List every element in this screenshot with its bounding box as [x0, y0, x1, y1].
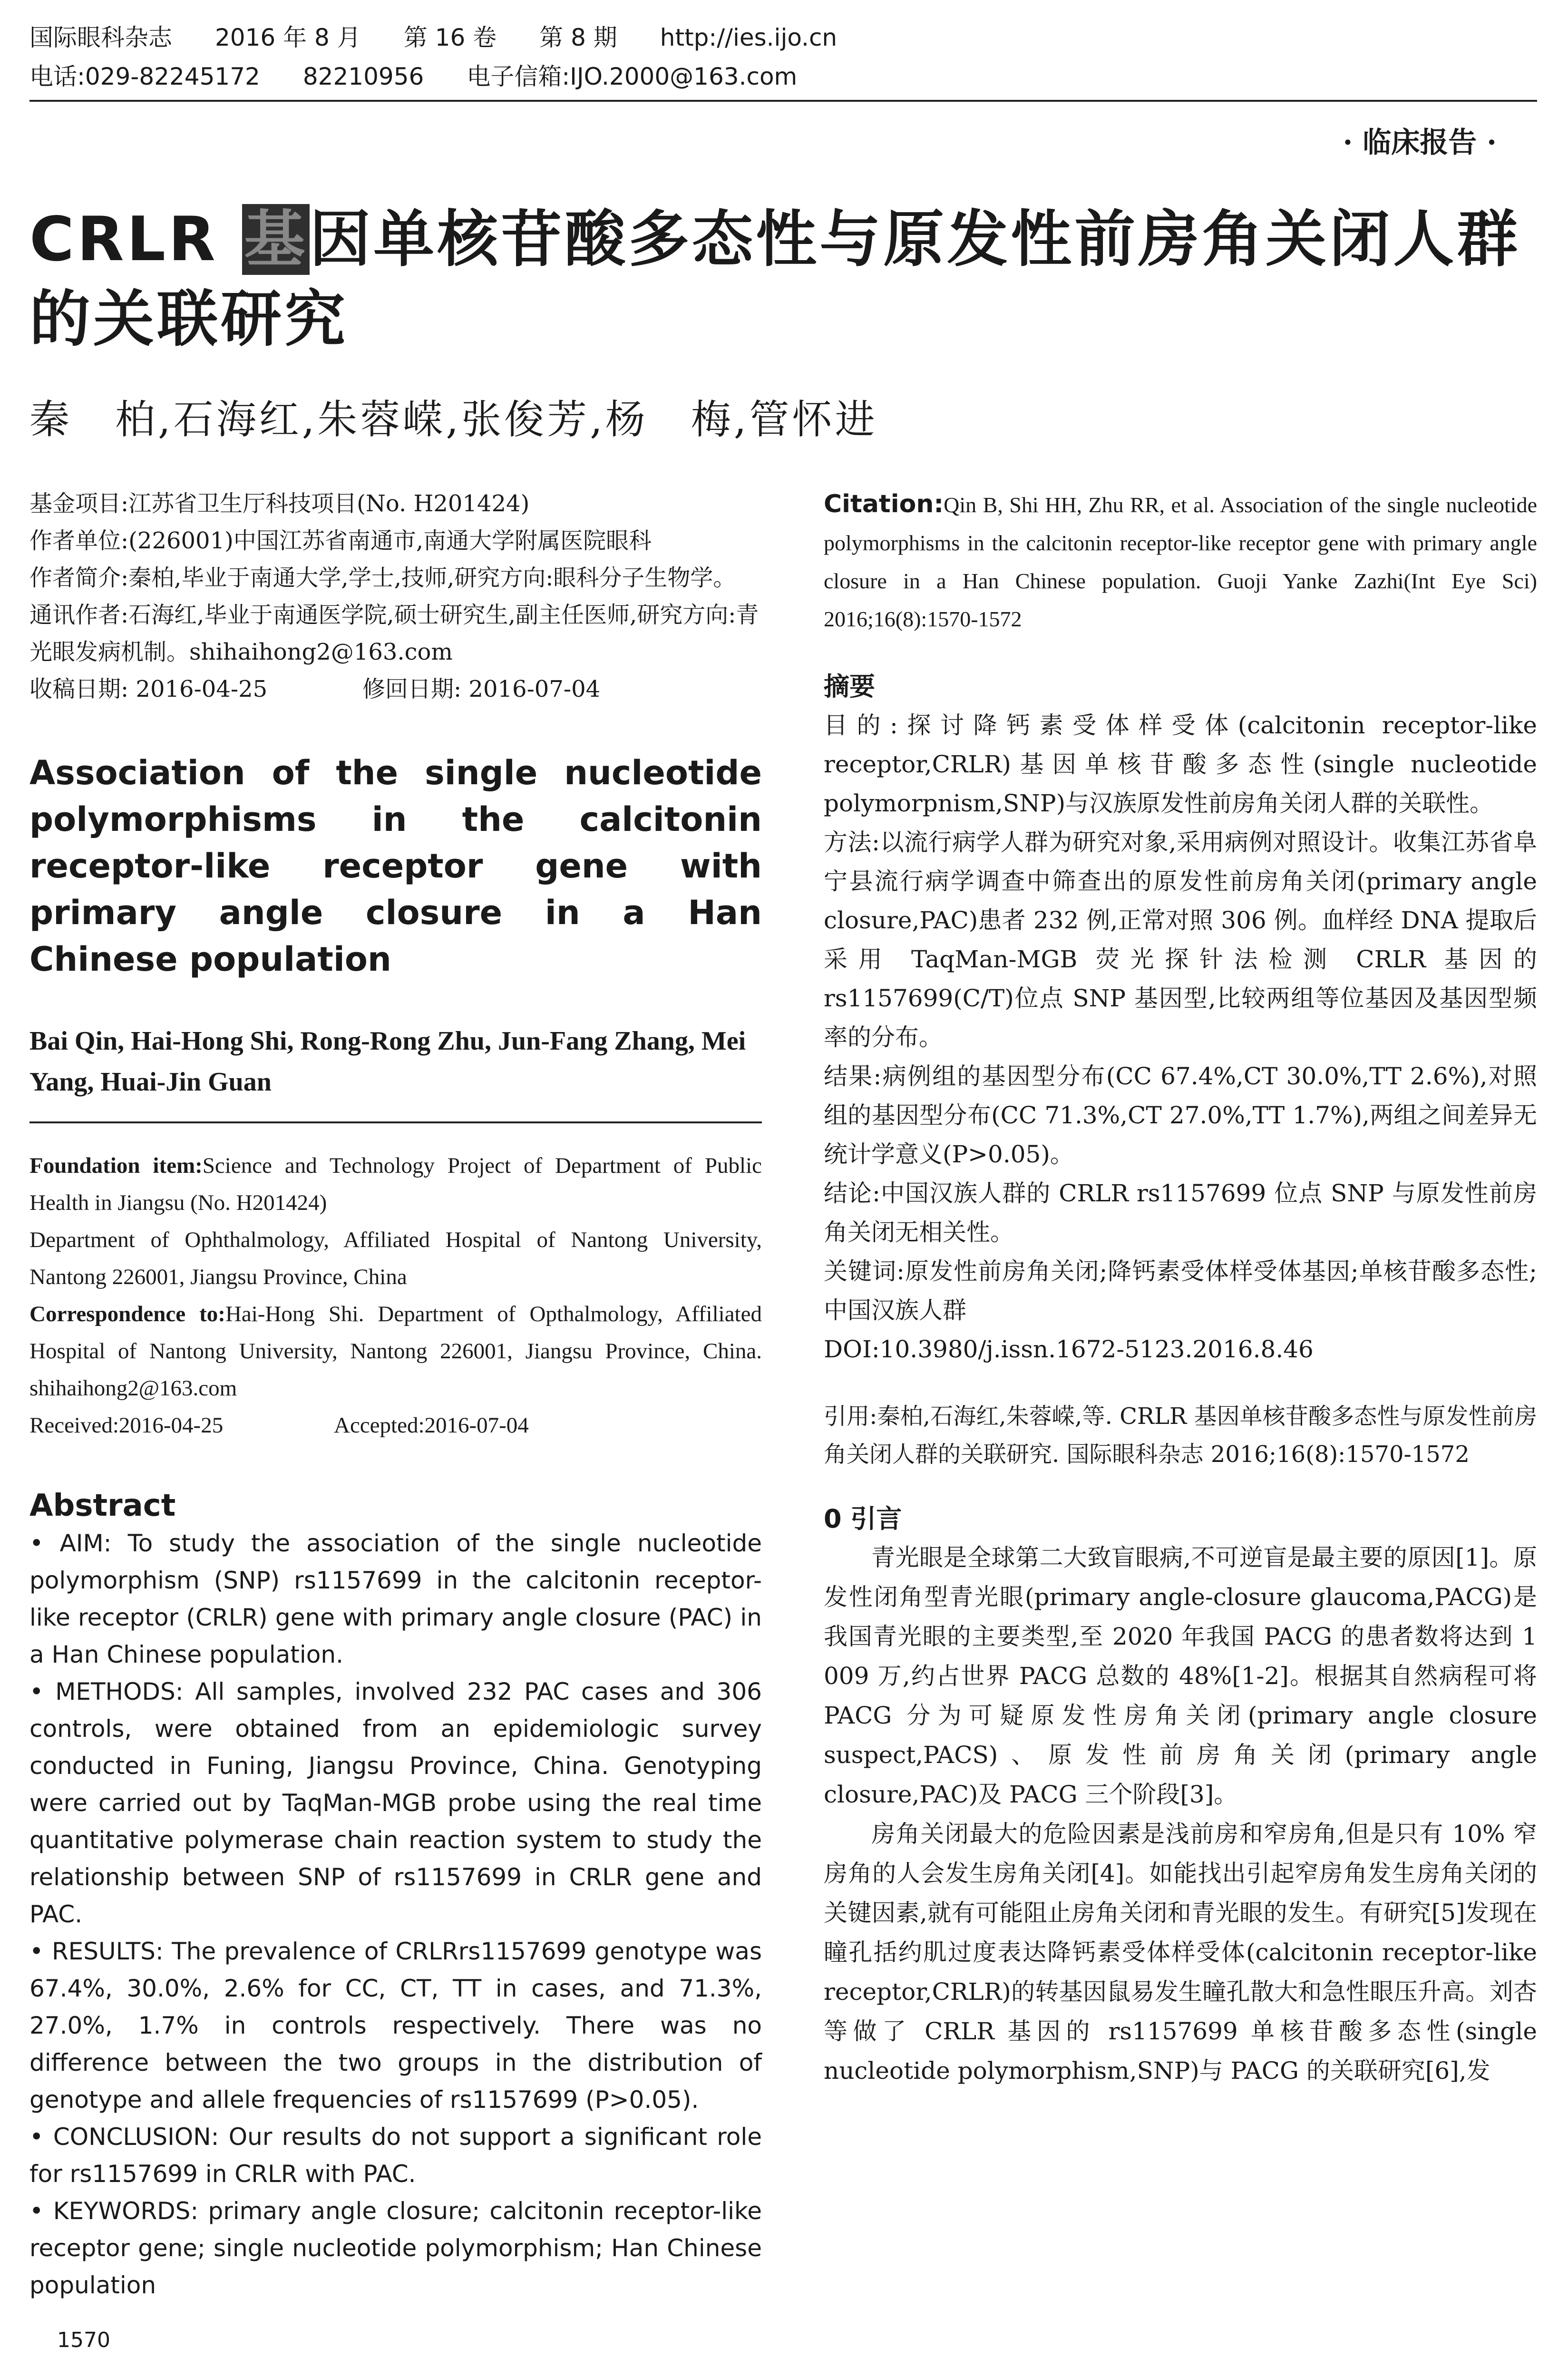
chinese-abstract-heading: 摘要 [824, 672, 875, 701]
correspondence-en-text: Hai-Hong Shi. Department of Opthalmology, Affiliated Hospital of Nantong University, Nantong 226001, Jiangsu Province, China. shihaihong2@163.com [29, 1302, 762, 1401]
authors-divider [29, 1121, 762, 1123]
affiliation-cn: 作者单位:(226001)中国江苏省南通市,南通大学附属医院眼科 [29, 527, 652, 554]
chinese-abstract [824, 706, 1537, 1369]
article-title [29, 200, 1551, 360]
page-number: 1570 [57, 2328, 110, 2352]
abstract-heading: Abstract [29, 1488, 176, 1523]
authors-chinese: 秦 柏,石海红,朱蓉嵘,张俊芳,杨 梅,管怀进 [29, 396, 878, 443]
citation-label: Citation: [824, 490, 944, 518]
doi[interactable]: DOI:10.3980/j.issn.1672-5123.2016.8.46 [824, 1335, 1314, 1363]
citation-chinese: 引用:秦柏,石海红,朱蓉嵘,等. CRLR 基因单核苷酸多态性与原发性前房角关闭人群的关联研究. 国际眼科杂志 2016;16(8):1570-1572 [824, 1403, 1537, 1468]
phone-secondary: 82210956 [302, 63, 424, 90]
phone: 电话:029-82245172 [29, 63, 260, 90]
citation-text: Qin B, Shi HH, Zhu RR, et al. Association of the single nucleotide polymorphisms in the calcitonin receptor-like receptor gene with primary angle closure in a Han Chinese population. Guoji Yanke Zazhi(Int Eye Sci) 2016;16(8):1570-1572 [824, 493, 1537, 631]
received-en: Received:2016-04-25 [29, 1413, 224, 1438]
issue-date: 2016 年 8 月 [215, 24, 361, 51]
abstract-english [29, 1525, 762, 2304]
zh-conclusion: 结论:中国汉族人群的 CRLR rs1157699 位点 SNP 与原发性前房角关闭无相关性。 [824, 1179, 1537, 1246]
header-divider [29, 100, 1537, 102]
intro-paragraph-1: 青光眼是全球第二大致盲眼病,不可逆盲是最主要的原因[1]。原发性闭角型青光眼(primary angle-closure glaucoma,PACG)是我国青光眼的主要类型,至 2020 年我国 PACG 的患者数将达到 1 009 万,约占世界 PACG 总数的 48%[1-2]。根据其自然病程可将 PACG 分为可疑原发性房角关闭(primary angle closure suspect,PACS)、原发性前房角关闭(primary angle closure,PAC)及 PACG 三个阶段[3]。 [824, 1544, 1537, 1808]
left-column [29, 485, 762, 2304]
abstract-conclusion: • CONCLUSION: Our results do not support a significant role for rs1157699 in CRLR with PAC. [29, 2123, 762, 2188]
abstract-keywords: • KEYWORDS: primary angle closure; calcitonin receptor-like receptor gene; single nucleotide polymorphism; Han Chinese population [29, 2197, 762, 2299]
abstract-results: • RESULTS: The prevalence of CRLRrs1157699 genotype was 67.4%, 30.0%, 2.6% for CC, CT, TT in cases, and 71.3%, 27.0%, 1.7% in controls respectively. There was no difference between the two groups in the distribution of genotype and allele frequencies of rs1157699 (P>0.05). [29, 1938, 762, 2114]
zh-keywords: 关键词:原发性前房角关闭;降钙素受体样受体基因;单核苷酸多态性;中国汉族人群 [824, 1257, 1537, 1324]
zh-methods: 方法:以流行病学人群为研究对象,采用病例对照设计。收集江苏省阜宁县流行病学调查中筛查出的原发性前房角关闭(primary angle closure,PAC)患者 232 例,正常对照 306 例。血样经 DNA 提取后采用 TaqMan-MGB 荧光探针法检测 CRLR 基因的 rs1157699(C/T)位点 SNP 基因型,比较两组等位基因及基因型频率的分布。 [824, 828, 1537, 1051]
citation-english [824, 485, 1537, 638]
section-tag: · 临床报告 · [1343, 126, 1497, 159]
abstract-aim: • AIM: To study the association of the single nucleotide polymorphism (SNP) rs1157699 in the calcitonin receptor-like receptor (CRLR) gene with primary angle closure (PAC) in a Han Chinese population. [29, 1529, 762, 1668]
journal-name: 国际眼科杂志 [29, 24, 172, 51]
english-title: Association of the single nucleotide polymorphisms in the calcitonin receptor-like receptor gene with primary angle closure in a Han Chinese population [29, 753, 762, 979]
title-highlight: 基 [242, 204, 310, 275]
zh-results: 结果:病例组的基因型分布(CC 67.4%,CT 30.0%,TT 2.6%),对照组的基因型分布(CC 71.3%,CT 27.0%,TT 1.7%),两组之间差异无统计学意义(P>0.05)。 [824, 1062, 1537, 1168]
issue: 第 8 期 [539, 24, 617, 51]
accepted-en: Accepted:2016-07-04 [334, 1413, 529, 1438]
running-header [29, 18, 1537, 96]
right-column [824, 485, 1537, 2091]
zh-aim: 目的:探讨降钙素受体样受体(calcitonin receptor-like receptor,CRLR)基因单核苷酸多态性(single nucleotide polymorpnism,SNP)与汉族原发性前房角关闭人群的关联性。 [824, 711, 1537, 817]
revised-cn: 修回日期: 2016-07-04 [362, 676, 601, 702]
title-rest: 因单核苷酸多态性与原发性前房角关闭人群的关联研究 [29, 204, 1521, 355]
correspondence-en-label: Correspondence to: [29, 1302, 225, 1326]
correspondence-en [29, 1296, 762, 1407]
introduction-heading: 0 引言 [824, 1504, 902, 1534]
chinese-metadata [29, 485, 762, 708]
correspondence-cn: 通讯作者:石海红,毕业于南通医学院,硕士研究生,副主任医师,研究方向:青光眼发病机制。shihaihong2@163.com [29, 602, 759, 665]
english-authors: Bai Qin, Hai-Hong Shi, Rong-Rong Zhu, Jun-Fang Zhang, Mei Yang, Huai-Jin Guan [29, 1026, 746, 1097]
department-en: Department of Ophthalmology, Affiliated Hospital of Nantong University, Nantong 226001, Jiangsu Province, China [29, 1227, 762, 1289]
introduction [824, 1538, 1537, 2091]
foundation-cn: 基金项目:江苏省卫生厅科技项目(No. H201424) [29, 490, 530, 517]
dates-en [29, 1407, 762, 1444]
journal-url[interactable]: http://ies.ijo.cn [660, 24, 838, 51]
intro-paragraph-2: 房角关闭最大的危险因素是浅前房和窄房角,但是只有 10% 窄房角的人会发生房角关闭[4]。如能找出引起窄房角发生房角关闭的关键因素,就有可能阻止房角关闭和青光眼的发生。有研究[5]发现在瞳孔括约肌过度表达降钙素受体样受体(calcitonin receptor-like receptor,CRLR)的转基因鼠易发生瞳孔散大和急性眼压升高。刘杏等做了 CRLR 基因的 rs1157699 单核苷酸多态性(single nucleotide polymorphism,SNP)与 PACG 的关联研究[6],发 [824, 1820, 1537, 2085]
english-metadata [29, 1147, 762, 1444]
volume: 第 16 卷 [403, 24, 497, 51]
received-cn: 收稿日期: 2016-04-25 [29, 676, 268, 702]
email[interactable]: 电子信箱:IJO.2000@163.com [467, 63, 798, 90]
foundation-en-label: Foundation item: [29, 1153, 203, 1178]
abstract-methods: • METHODS: All samples, involved 232 PAC cases and 306 controls, were obtained from an epidemiologic survey conducted in Funing, Jiangsu Province, China. Genotyping were carried out by TaqMan-MGB probe using the real time quantitative polymerase chain reaction system to study the relationship between SNP of rs1157699 in CRLR gene and PAC. [29, 1678, 762, 1928]
bio-cn: 作者简介:秦柏,毕业于南通大学,学士,技师,研究方向:眼科分子生物学。 [29, 565, 736, 591]
foundation-en [29, 1147, 762, 1221]
dates-cn [29, 671, 762, 708]
title-prefix: CRLR [29, 204, 243, 275]
foundation-en-text: Science and Technology Project of Department of Public Health in Jiangsu (No. H201424) [29, 1153, 762, 1215]
